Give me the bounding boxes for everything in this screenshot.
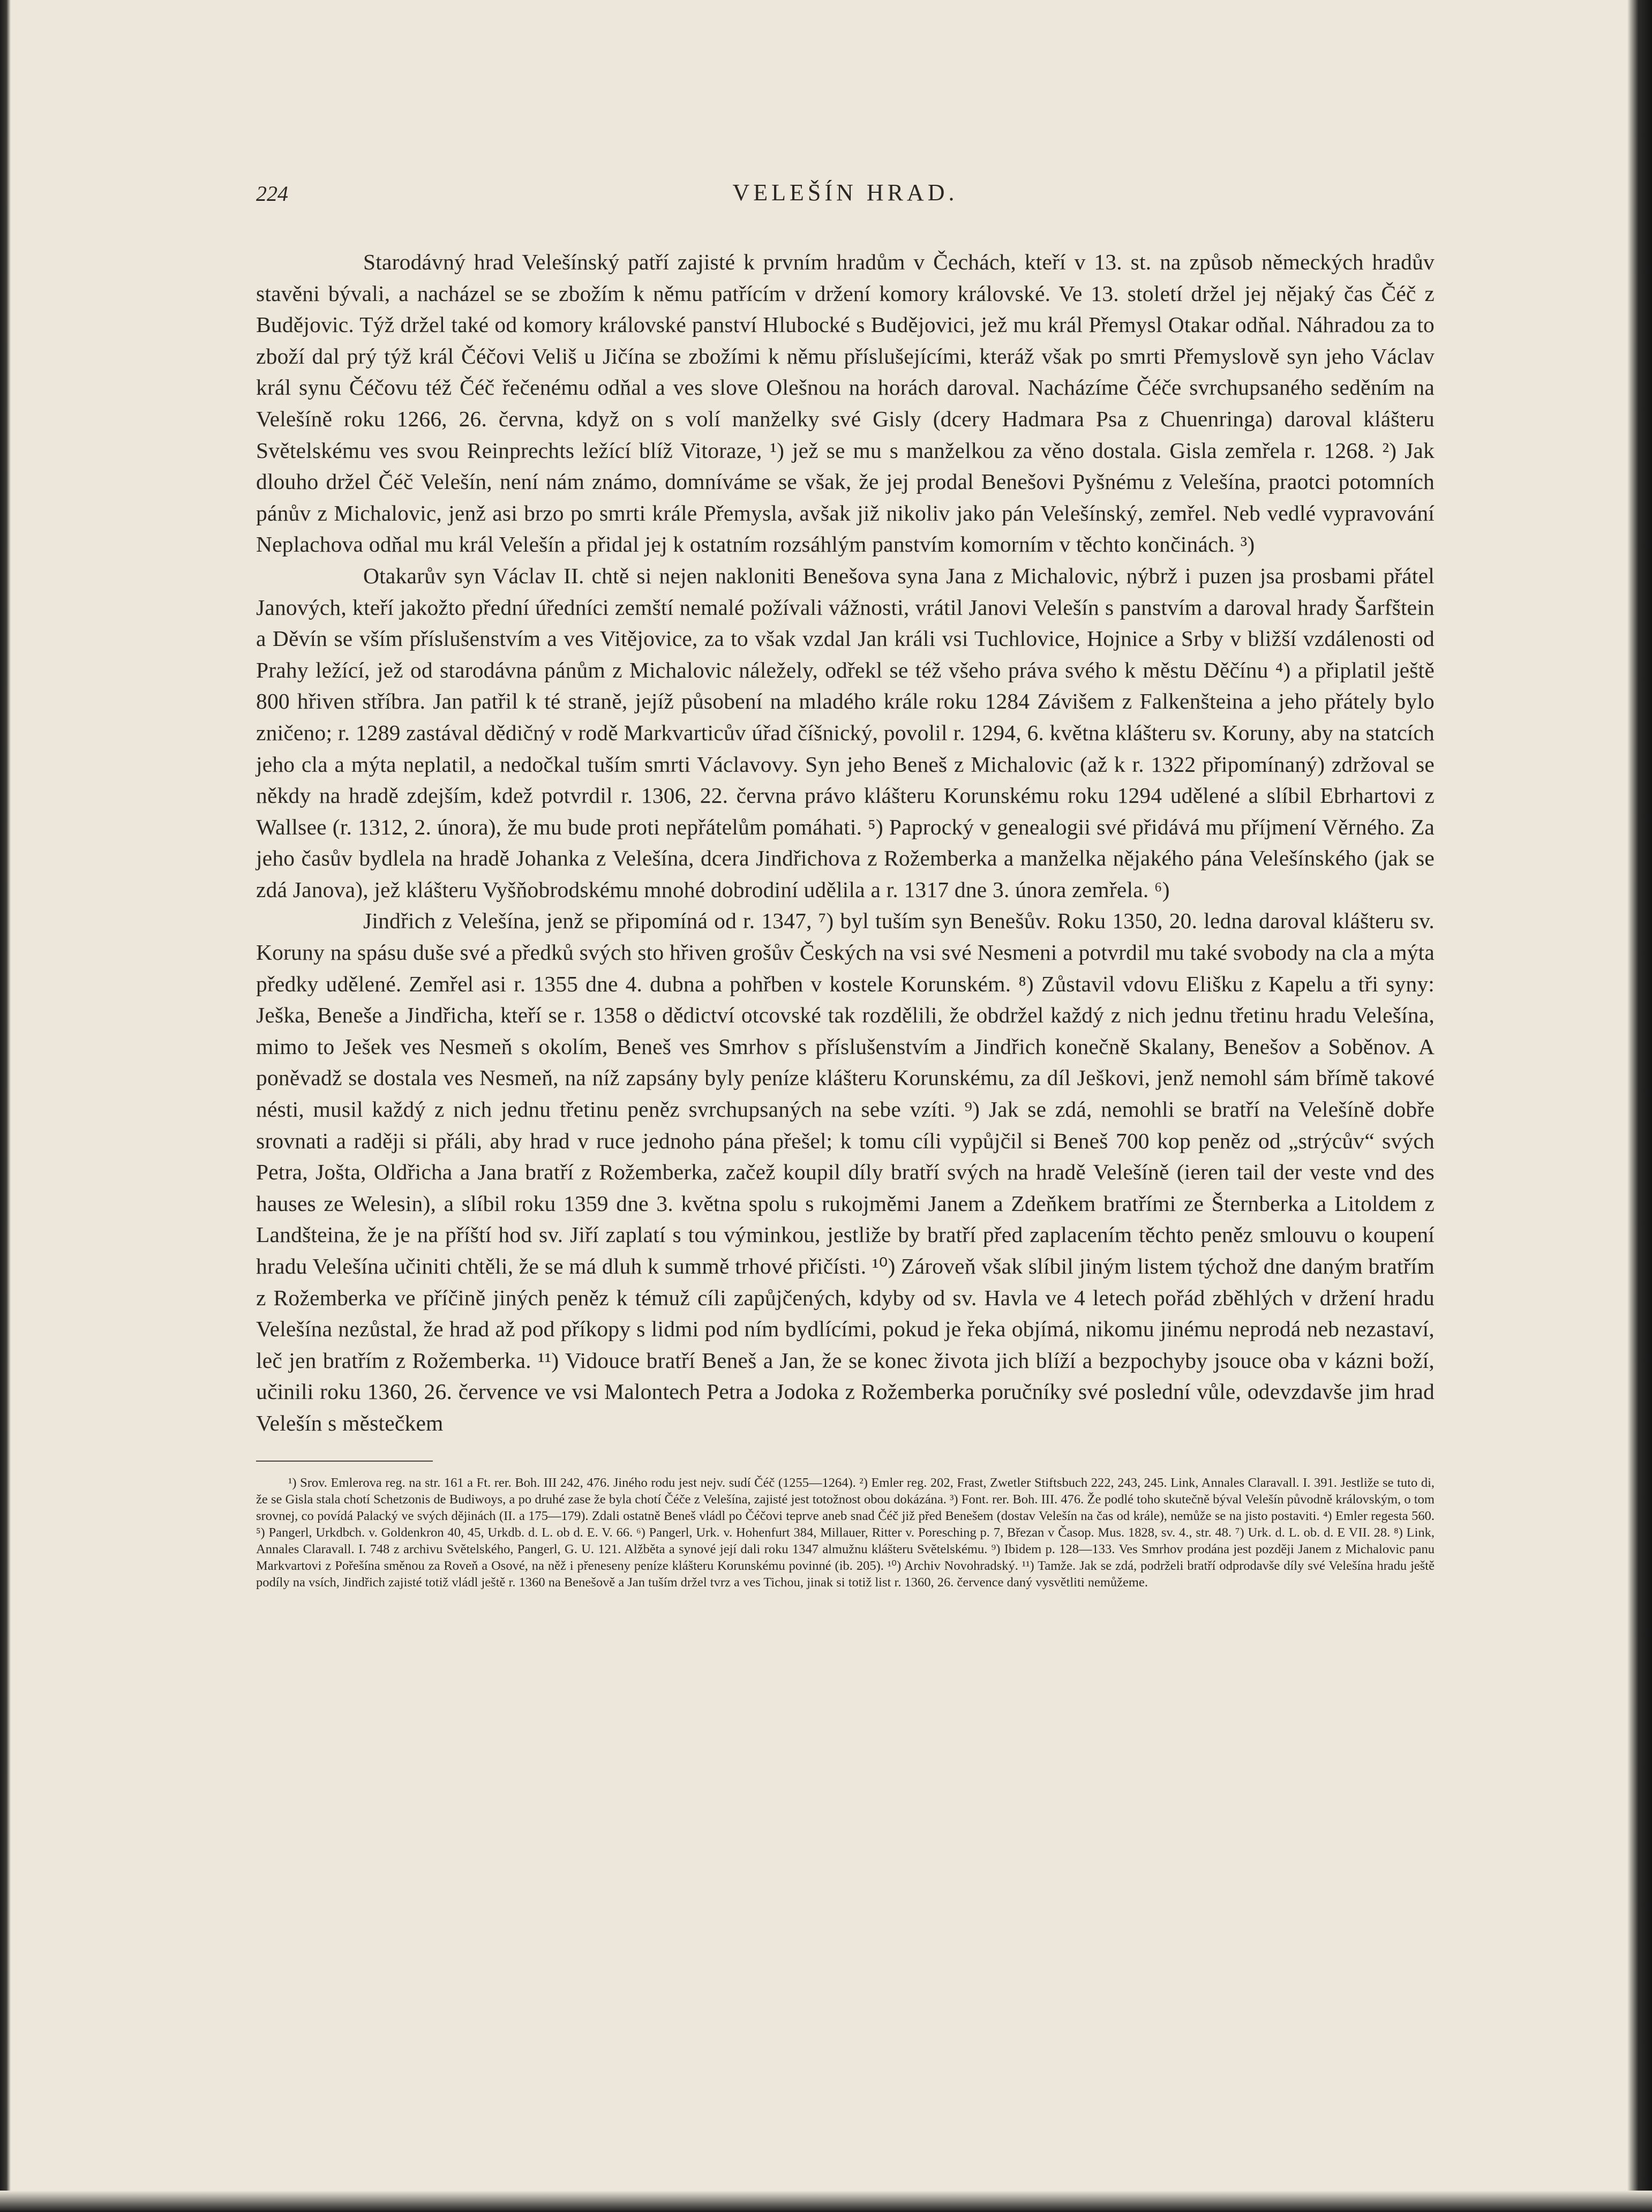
scan-right-edge — [1627, 0, 1652, 2212]
body-text — [256, 246, 1435, 1439]
paragraph-2: Otakarův syn Václav II. chtě si nejen nakloniti Benešova syna Jana z Michalovic, nýbrž i puzen jsa prosbami přátel Janových, kteří jakožto přední úředníci zemští nemalé požívali vážnosti, vrátil Janovi Velešín s panstvím a daroval hrady Šarfštein a Děvín se vším příslušenstvím a ves Vitějovice, za to však vzdal Jan králi vsi Tuchlovice, Hojnice a Srby v bližší vzdálenosti od Prahy ležící, jež od starodávna pánům z Michalovic náležely, odřekl se též všeho práva svého k městu Děčínu ⁴) a připlatil ještě 800 hřiven stříbra. Jan patřil k té straně, jejíž působení na mladého krále roku 1284 Závišem z Falkenšteina a jeho přátely bylo zničeno; r. 1289 zastával dědičný v rodě Markvarticův úřad číšnický, povolil r. 1294, 6. května klášteru sv. Koruny, aby na statcích jeho cla a mýta neplatil, a nedočkal tuším smrti Václavovy. Syn jeho Beneš z Michalovic (až k r. 1322 připomínaný) zdržoval se někdy na hradě zdejším, kdež potvrdil r. 1306, 22. června právo klášteru Korunskému roku 1294 udělené a slíbil Ebrhartovi z Wallsee (r. 1312, 2. února), že mu bude proti nepřátelům pomáhati. ⁵) Paprocký v genealogii své přidává mu příjmení Věrného. Za jeho časův bydlela na hradě Johanka z Velešína, dcera Jindřichova z Rožemberka a manželka nějakého pána Velešínského (jak se zdá Janova), jež klášteru Vyšňobrodskému mnohé dobrodiní udělila a r. 1317 dne 3. února zemřela. ⁶) — [256, 563, 1435, 902]
paragraph-3: Jindřich z Velešína, jenž se připomíná od r. 1347, ⁷) byl tuším syn Benešův. Roku 1350, 20. ledna daroval klášteru sv. Koruny na spásu duše své a předků svých sto hřiven grošův Českých na vsi své Nesmeni a potvrdil mu také svobody na cla a mýta předky udělené. Zemřel asi r. 1355 dne 4. dubna a pohřben v kostele Korunském. ⁸) Zůstavil vdovu Elišku z Kapelu a tři syny: Ješka, Beneše a Jindřicha, kteří se r. 1358 o dědictví otcovské tak rozdělili, že obdržel každý z nich jednu třetinu hradu Velešína, mimo to Ješek ves Nesmeň s okolím, Beneš ves Smrhov s příslušenstvím a Jindřich konečně Skalany, Benešov a Soběnov. A poněvadž se dostala ves Nesmeň, na níž zapsány byly peníze klášteru Korunskému, za díl Ješkovi, jenž nemohl sám břímě takové nésti, musil každý z nich jednu třetinu peněz svrchupsaných na sebe vzíti. ⁹) Jak se zdá, nemohli se bratří na Velešíně dobře srovnati a raději si přáli, aby hrad v ruce jednoho pána přešel; k tomu cíli vypůjčil si Beneš 700 kop peněz od „strýcův“ svých Petra, Jošta, Oldřicha a Jana bratří z Rožemberka, začež koupil díly bratří svých na hradě Velešíně (ieren tail der veste vnd des hauses ze Welesin), a slíbil roku 1359 dne 3. května spolu s rukojměmi Janem a Zdeňkem bratřími ze Šternberka a Litoldem z Landšteina, že je na příští hod sv. Jiří zaplatí s tou výminkou, jestliže by bratří před zaplacením těchto peněz smlouvu o koupení hradu Velešína učiniti chtěli, že se má dluh k summě trhové přičísti. ¹⁰) Zároveň však slíbil jiným listem týchož dne daným bratřím z Rožemberka ve příčině jiných peněz k témuž cíli zapůjčených, kdyby od sv. Havla ve 4 letech pořád zběhlých v držení hradu Velešína nezůstal, že hrad až pod příkopy s lidmi pod ním bydlícími, pokud je řeka objímá, nikomu jinému neprodá neb nezastaví, leč jen bratřím z Rožemberka. ¹¹) Vidouce bratří Beneš a Jan, že se konec života jich blíží a bezpochyby jsouce oba v kázni boží, učinili roku 1360, 26. července ve vsi Malontech Petra a Jodoka z Rožemberka poručníky své poslední vůle, odevzdavše jim hrad Velešín s městečkem — [256, 908, 1435, 1435]
page-header — [256, 177, 1435, 220]
footnote-divider — [256, 1461, 433, 1462]
scan-left-edge — [0, 0, 11, 2212]
book-page — [256, 177, 1435, 1591]
paragraph-1: Starodávný hrad Velešínský patří zajisté k prvním hradům v Čechách, kteří v 13. st. na způsob německých hradův stavěni bývali, a nacházel se se zbožím k němu patřícím v držení komory královské. Ve 13. století držel jej nějaký čas Čéč z Budějovic. Týž držel také od komory královské panství Hlubocké s Budějovici, jež mu král Přemysl Otakar odňal. Náhradou za to zboží dal prý týž král Čéčovi Veliš u Jičína se zbožími k němu příslušejícími, kteráž však po smrti Přemyslově syn jeho Václav král synu Čéčovu též Čéč řečenému odňal a ves slove Olešnou na horách daroval. Nacházíme Čéče svrchupsaného seděním na Velešíně roku 1266, 26. června, když on s volí manželky své Gisly (dcery Hadmara Psa z Chuenringa) daroval klášteru Světelskému ves svou Reinprechts ležící blíž Vitoraze, ¹) jež se mu s manželkou za věno dostala. Gisla zemřela r. 1268. ²) Jak dlouho držel Čéč Velešín, není nám známo, domníváme se však, že jej prodal Benešovi Pyšnému z Velešína, praotci potomních pánův z Michalovic, jenž asi brzo po smrti krále Přemysla, avšak již nikoliv jako pán Velešínský, zemřel. Neb vedlé vypravování Neplachova odňal mu král Velešín a přidal jej k ostatním rozsáhlým panstvím komorním v těchto končinách. ³) — [256, 250, 1435, 557]
running-title: VELEŠÍN HRAD. — [732, 179, 958, 206]
footnotes: ¹) Srov. Emlerova reg. na str. 161 a Ft. rer. Boh. III 242, 476. Jiného rodu jest nejv. sudí Čéč (1255—1264). ²) Emler reg. 202, Frast, Zwetler Stiftsbuch 222, 243, 245. Link, Annales Claravall. I. 391. Jestliže se tuto di, že se Gisla stala chotí Schetzonis de Budiwoys, a po druhé zase že byla chotí Čéče z Velešína, zajisté jest totožnost obou dokázána. ³) Font. rer. Boh. III. 476. Že podlé toho skutečně býval Velešín původně královským, o tom srovnej, co povídá Palacký ve svých dějinách (II. a 175—179). Zdali ostatně Beneš vládl po Čéčovi teprve aneb snad Čéč již před Benešem (dostav Velešín na čas od krále), nemůže se na jisto postaviti. ⁴) Emler regesta 560. ⁵) Pangerl, Urkdbch. v. Goldenkron 40, 45, Urkdb. d. L. ob d. E. V. 66. ⁶) Pangerl, Urk. v. Hohenfurt 384, Millauer, Ritter v. Poresching p. 7, Březan v Časop. Mus. 1828, sv. 4., str. 48. ⁷) Urk. d. L. ob. d. E VII. 28. ⁸) Link, Annales Claravall. I. 748 z archivu Světelského, Pangerl, G. U. 121. Alžběta a synové její dali roku 1347 almužnu klášteru Světelskému. ⁹) Ibidem p. 128—133. Ves Smrhov prodána jest později Janem z Michalovic panu Markvartovi z Pořešína směnou za Roveň a Osové, na něž i přeneseny peníze klášteru Korunskému povinné (ib. 205). ¹⁰) Archiv Novohradský. ¹¹) Tamže. Jak se zdá, podrželi bratří odprodavše díly své Velešína hradu ještě podíly na vsích, Jindřich zajisté totiž vládl ještě r. 1360 na Benešově a Jan tuším držel tvrz a ves Tichou, jinak si totiž list r. 1360, 26. července daný vysvětliti nemůžeme. — [256, 1475, 1435, 1590]
scan-bottom-edge — [0, 2191, 1652, 2212]
page-number: 224 — [256, 182, 288, 206]
